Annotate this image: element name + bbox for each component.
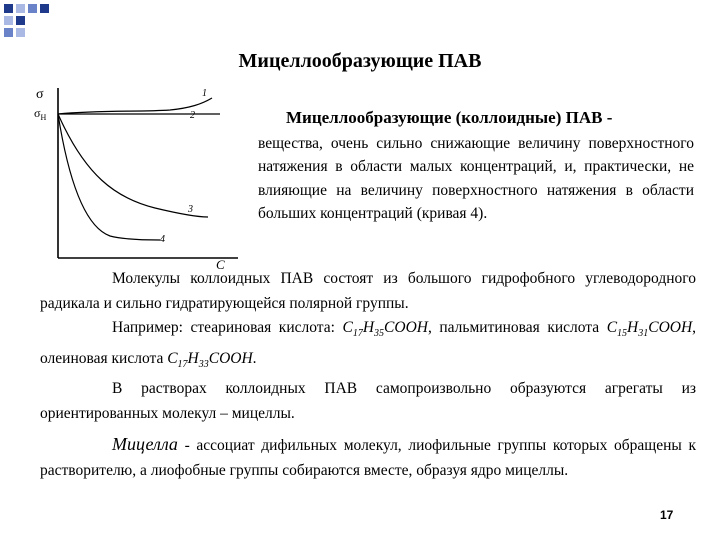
- micelle-definition-paragraph: [40, 432, 696, 483]
- micelle-formation-sentence: В растворах коллоидных ПАВ самопроизвольно образуются агрегаты из ориентированных молекул – мицеллы.: [40, 380, 696, 422]
- surface-tension-graph: [30, 80, 250, 270]
- decor-square: [40, 4, 49, 13]
- curve-label-1: 1: [202, 88, 207, 99]
- curve-4: [58, 114, 160, 240]
- y-axis-label: σ: [36, 87, 44, 102]
- decor-square: [28, 4, 37, 13]
- page-number: 17: [660, 508, 674, 522]
- definition-heading: Мицеллообразующие (коллоидные) ПАВ -: [286, 108, 613, 127]
- x-axis-label: C: [216, 257, 225, 270]
- formula-palmitic: $C_{15}H_{31}COOH$: [606, 319, 693, 340]
- curve-label-3: 3: [188, 204, 193, 215]
- examples-end: .: [252, 349, 257, 367]
- curve-1: [58, 98, 212, 114]
- decor-square: [4, 16, 13, 25]
- definition-body: вещества, очень сильно снижающие величину поверхностного натяжения в области малых концентраций, и, практически, не влияющие на величину поверхностного натяжения в области больших концентраций (кривая 4).: [258, 135, 694, 222]
- decor-square: [4, 4, 13, 13]
- micelle-definition-text: - ассоциат дифильных молекул, лиофильные группы которых обращены к растворителю, а лиофобные группы собираются вместе, образуя ядро мицеллы.: [40, 437, 696, 479]
- decor-square: [16, 28, 25, 37]
- decor-square: [16, 16, 25, 25]
- formula-oleic: $C_{17}H_{33}COOH$: [167, 349, 253, 370]
- examples-prefix: Например: стеариновая кислота:: [112, 319, 335, 336]
- composition-paragraph: [40, 267, 696, 426]
- curve-label-2: 2: [190, 110, 195, 121]
- micelle-term: Мицелла: [112, 434, 178, 454]
- decor-square: [4, 28, 13, 37]
- examples-after-stearic: , пальмитиновая кислота: [427, 319, 600, 336]
- y-tick-label: $\sigma_H$: [34, 106, 47, 122]
- composition-sentence: Молекулы коллоидных ПАВ состоят из большого гидрофобного углеводородного радикала и сильно гидратирующейся полярной группы.: [40, 270, 696, 312]
- curve-label-4: 4: [160, 234, 165, 245]
- examples-after-palmitic: , олеиновая кислота: [40, 319, 697, 367]
- examples-line: [40, 316, 696, 377]
- slide-title: Мицеллообразующие ПАВ: [238, 50, 482, 72]
- formula-stearic: $C_{17}H_{35}COOH$: [342, 319, 428, 340]
- decor-square: [16, 4, 25, 13]
